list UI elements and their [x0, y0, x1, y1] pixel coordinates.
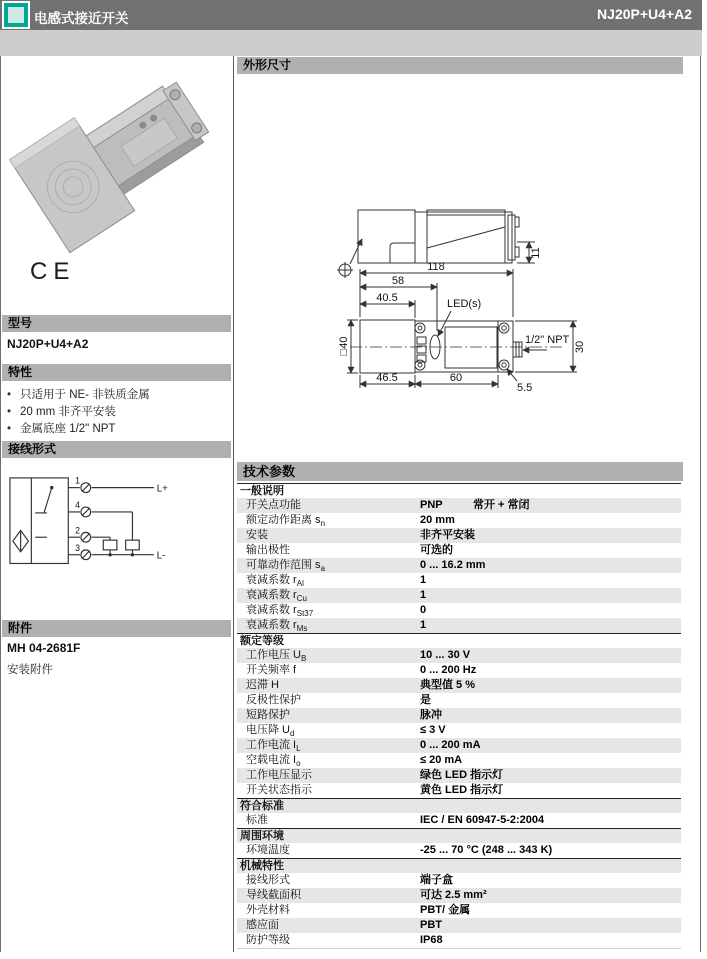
tech-row-label: 可靠动作范围 $s_a$	[246, 559, 326, 573]
section-bar-accessories: 附件	[2, 620, 231, 637]
model-number: NJ20P+U4+A2	[7, 337, 89, 351]
terminal-number: 1	[75, 475, 80, 486]
product-photo	[9, 62, 222, 260]
tech-row	[237, 558, 681, 573]
tech-row-label: 外壳材料	[246, 904, 290, 916]
tech-row-label: 反极性保护	[246, 694, 301, 706]
tech-row-label: 环境温度	[246, 844, 290, 856]
tech-row-label: 衰减系数 $r_{Al}$	[246, 574, 304, 588]
tech-row-value: 可选的	[420, 544, 453, 556]
terminal-number: 4	[75, 500, 80, 511]
tech-row	[237, 618, 681, 633]
dim-40-5: 40.5	[376, 292, 398, 304]
tech-row-value: 可达 2.5 mm²	[420, 889, 487, 901]
tech-row-label: 衰减系数 $r_{Ms}$	[246, 619, 308, 633]
page-left-border	[0, 0, 1, 952]
tech-row-label: 防护等级	[246, 934, 290, 946]
tech-row	[237, 723, 681, 738]
tech-row-value: 非齐平安装	[420, 529, 475, 541]
tech-row-label: 导线截面积	[246, 889, 301, 901]
tech-row-label: 短路保护	[246, 709, 290, 721]
tech-row-value: PNP 常开 + 常闭	[420, 499, 530, 511]
tech-row-value: 0 ... 16.2 mm	[420, 559, 486, 571]
tech-row-value: 0	[420, 604, 427, 616]
tech-row-value: PBT/ 金属	[420, 904, 471, 916]
tech-section-header: 一般说明	[237, 483, 681, 498]
tech-row-value: 黄色 LED 指示灯	[420, 784, 504, 796]
tech-row-value: 0 ... 200 Hz	[420, 664, 477, 676]
feature-item: • 金属底座 1/2" NPT	[7, 421, 227, 438]
tech-row-label: 空载电流 $I_o$	[246, 754, 301, 768]
tech-row-label: 开关点功能	[246, 499, 301, 511]
tech-row-label: 标准	[246, 814, 268, 826]
tech-row	[237, 573, 681, 588]
tech-row-value: 端子盒	[420, 874, 453, 886]
dim-5-5: 5.5	[517, 382, 533, 394]
page-title: 电感式接近开关	[34, 11, 129, 26]
dim-58: 58	[391, 275, 405, 287]
tech-row	[237, 843, 681, 858]
tech-row	[237, 873, 681, 888]
wiring-diagram	[8, 470, 183, 585]
page-header	[0, 0, 702, 30]
tech-row-label: 衰减系数 $r_{Cu}$	[246, 589, 307, 603]
tech-row-label: 工作电压显示	[246, 769, 312, 781]
tech-row	[237, 708, 681, 723]
header-gray-band	[0, 30, 702, 56]
tech-row	[237, 693, 681, 708]
dim-46-5: 46.5	[376, 372, 398, 384]
tech-row-label: 工作电压 $U_B$	[246, 649, 307, 663]
feature-item: • 只适用于 NE- 非铁质金属	[7, 387, 227, 404]
tech-row-label: 开关频率 f	[246, 664, 297, 676]
section-bar-dimensions: 外形尺寸	[237, 57, 683, 74]
wiring-lminus-label: L-	[156, 550, 166, 562]
dim-60: 60	[449, 372, 463, 384]
tech-row	[237, 768, 681, 783]
tech-row-label: 电压降 $U_d$	[246, 724, 295, 738]
npt-callout: 1/2" NPT	[525, 334, 570, 346]
tech-row-value: ≤ 3 V	[420, 724, 446, 736]
tech-row	[237, 513, 681, 528]
tech-row	[237, 738, 681, 753]
bullet-icon: •	[7, 423, 12, 435]
bullet-icon: •	[7, 406, 12, 418]
tech-row	[237, 543, 681, 558]
terminal-number: 3	[75, 542, 80, 553]
tech-row	[237, 753, 681, 768]
column-divider	[233, 56, 234, 952]
tech-table	[237, 483, 681, 949]
tech-row-value: 10 ... 30 V	[420, 649, 471, 661]
tech-row-label: 感应面	[246, 919, 279, 931]
section-bar-technical-data: 技术参数	[237, 462, 683, 481]
tech-row	[237, 588, 681, 603]
tech-row-value: IEC / EN 60947-5-2:2004	[420, 814, 545, 826]
dim-11: 11	[530, 247, 542, 259]
tech-section-header: 符合标准	[237, 798, 681, 813]
tech-row-value: 典型值 5 %	[420, 679, 476, 691]
tech-row-value: 1	[420, 574, 427, 586]
tech-row-value: 0 ... 200 mA	[420, 739, 481, 751]
tech-section-header: 周围环境	[237, 828, 681, 843]
tech-row	[237, 783, 681, 798]
tech-row-value: 1	[420, 589, 427, 601]
tech-row	[237, 528, 681, 543]
tech-row-value: PBT	[420, 919, 442, 931]
tech-row-value: 1	[420, 619, 427, 631]
tech-row-value: ≤ 20 mA	[420, 754, 463, 766]
tech-row	[237, 918, 681, 933]
header-model-number: NJ20P+U4+A2	[597, 6, 692, 22]
dimension-drawing	[255, 195, 675, 445]
tech-row	[237, 663, 681, 678]
tech-row-value: -25 ... 70 °C (248 ... 343 K)	[420, 844, 553, 856]
led-callout: LED(s)	[447, 298, 482, 310]
tech-row-label: 迟滞 H	[246, 679, 279, 691]
tech-row-label: 安装	[246, 529, 268, 541]
tech-row	[237, 678, 681, 693]
tech-section-header: 额定等级	[237, 633, 681, 648]
terminal-number: 2	[75, 525, 80, 536]
tech-row	[237, 903, 681, 918]
wiring-lplus-label: L+	[156, 483, 168, 495]
tech-row-value: 绿色 LED 指示灯	[420, 769, 504, 781]
accessory-desc: 安装附件	[7, 664, 53, 676]
tech-row-value: 脉冲	[420, 709, 442, 721]
tech-row	[237, 933, 681, 948]
tech-row-label: 工作电流 $I_L$	[246, 739, 301, 753]
tech-row	[237, 813, 681, 828]
tech-row	[237, 498, 681, 513]
dim-30: 30	[574, 340, 586, 354]
tech-row-label: 额定动作距离 $s_n$	[246, 514, 326, 528]
tech-section-header: 机械特性	[237, 858, 681, 873]
tech-row	[237, 648, 681, 663]
feature-list	[7, 387, 227, 438]
dim-sq40: □40	[338, 336, 350, 356]
tech-row-label: 衰减系数 $r_{St37}$	[246, 604, 314, 618]
page-right-border	[700, 0, 701, 952]
tech-row-value: 是	[420, 694, 431, 706]
accessory-model: MH 04-2681F	[7, 641, 81, 655]
tech-row	[237, 603, 681, 618]
tech-row-value: 20 mm	[420, 514, 455, 526]
tech-row-value: IP68	[420, 934, 443, 946]
feature-item: • 20 mm 非齐平安装	[7, 404, 227, 421]
bullet-icon: •	[7, 389, 12, 401]
section-bar-features: 特性	[2, 364, 231, 381]
tech-row-label: 接线形式	[246, 874, 290, 886]
ce-mark: CE	[30, 258, 76, 285]
dim-118: 118	[427, 261, 445, 273]
tech-row-label: 输出极性	[246, 544, 290, 556]
section-bar-model: 型号	[2, 315, 231, 332]
brand-icon	[4, 3, 28, 27]
tech-row-label: 开关状态指示	[246, 784, 312, 796]
section-bar-connection: 接线形式	[2, 441, 231, 458]
tech-row	[237, 888, 681, 903]
